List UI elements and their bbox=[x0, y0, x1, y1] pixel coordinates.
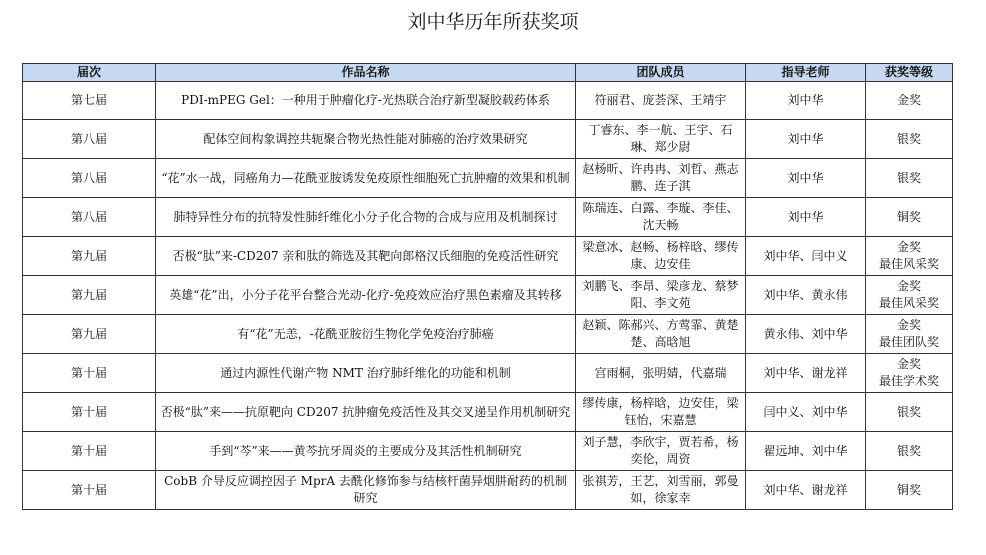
cell-members: 梁意冰、赵畅、杨梓晗、缪传康、边安佳 bbox=[576, 237, 746, 276]
cell-members: 赵杨昕、许冉冉、刘哲、燕志鹏、连子淇 bbox=[576, 159, 746, 198]
cell-work: 手到“芩”来——黄芩抗牙周炎的主要成分及其活性机制研究 bbox=[156, 432, 576, 471]
award-level: 最佳学术奖 bbox=[878, 374, 939, 388]
award-level: 银奖 bbox=[896, 131, 921, 146]
header-work: 作品名称 bbox=[156, 64, 576, 82]
award-level: 最佳风采奖 bbox=[878, 257, 939, 271]
award-level: 金奖 bbox=[896, 318, 921, 332]
cell-members: 缪传康，杨梓晗，边安佳，梁钰怡，宋嘉慧 bbox=[576, 393, 746, 432]
cell-award bbox=[866, 471, 953, 510]
awards-table bbox=[22, 63, 953, 510]
cell-advisor: 刘中华 bbox=[746, 159, 866, 198]
award-level: 铜奖 bbox=[896, 209, 921, 224]
cell-session: 第八届 bbox=[23, 120, 156, 159]
cell-session: 第八届 bbox=[23, 159, 156, 198]
page-title: 刘中华历年所获奖项 bbox=[407, 11, 579, 33]
cell-work: CobB 介导反应调控因子 MprA 去酰化修饰参与结核杆菌异烟肼耐药的机制研究 bbox=[156, 471, 576, 510]
cell-session: 第十届 bbox=[23, 393, 156, 432]
cell-members: 陈瑞连、白露、李璇、李佳、沈天畅 bbox=[576, 198, 746, 237]
table-row bbox=[23, 120, 953, 159]
cell-award bbox=[866, 432, 953, 471]
table-body bbox=[23, 82, 953, 510]
cell-members: 刘子慧，李欣宇，贾若希，杨奕伦，周资 bbox=[576, 432, 746, 471]
table-row bbox=[23, 276, 953, 315]
table-row bbox=[23, 393, 953, 432]
award-level: 最佳风采奖 bbox=[878, 296, 939, 310]
award-level: 金奖 bbox=[896, 357, 921, 371]
header-members: 团队成员 bbox=[576, 64, 746, 82]
award-level: 银奖 bbox=[896, 443, 921, 458]
cell-advisor: 刘中华、谢龙祥 bbox=[746, 471, 866, 510]
table-row bbox=[23, 315, 953, 354]
cell-session: 第十届 bbox=[23, 471, 156, 510]
cell-members: 赵颖、陈郝兴、方莺霏、黄楚楚、高晗旭 bbox=[576, 315, 746, 354]
table-row bbox=[23, 354, 953, 393]
cell-work: 通过内源性代谢产物 NMT 治疗肺纤维化的功能和机制 bbox=[156, 354, 576, 393]
cell-work: 否极“肽”来-CD207 亲和肽的筛选及其靶向郎格汉氏细胞的免疫活性研究 bbox=[156, 237, 576, 276]
cell-advisor: 刘中华 bbox=[746, 120, 866, 159]
cell-advisor: 刘中华、谢龙祥 bbox=[746, 354, 866, 393]
cell-advisor: 刘中华、闫中义 bbox=[746, 237, 866, 276]
cell-work: 英雄“花”出，小分子花平台整合光动-化疗-免疫效应治疗黑色素瘤及其转移 bbox=[156, 276, 576, 315]
cell-award bbox=[866, 237, 953, 276]
cell-award bbox=[866, 276, 953, 315]
cell-members: 丁睿东、李一航、王宇、石琳、郑少尉 bbox=[576, 120, 746, 159]
cell-advisor: 刘中华 bbox=[746, 198, 866, 237]
cell-award bbox=[866, 315, 953, 354]
cell-work: 肺特异性分布的抗特发性肺纤维化小分子化合物的合成与应用及机制探讨 bbox=[156, 198, 576, 237]
cell-award bbox=[866, 82, 953, 120]
cell-award bbox=[866, 120, 953, 159]
cell-members: 刘鹏飞、李昂、梁彦龙、蔡梦阳、李文苑 bbox=[576, 276, 746, 315]
cell-work: “花”水一战，同癌角力—花酰亚胺诱发免疫原性细胞死亡抗肿瘤的效果和机制 bbox=[156, 159, 576, 198]
award-level: 金奖 bbox=[896, 279, 921, 293]
cell-award bbox=[866, 354, 953, 393]
cell-advisor: 黄永伟、刘中华 bbox=[746, 315, 866, 354]
cell-advisor: 刘中华、黄永伟 bbox=[746, 276, 866, 315]
cell-award bbox=[866, 159, 953, 198]
cell-members: 宫雨桐，张明婧，代嘉瑞 bbox=[576, 354, 746, 393]
cell-session: 第九届 bbox=[23, 315, 156, 354]
cell-session: 第十届 bbox=[23, 432, 156, 471]
cell-members: 张祺芳，王艺，刘雪丽，郭曼如，徐家幸 bbox=[576, 471, 746, 510]
cell-session: 第十届 bbox=[23, 354, 156, 393]
award-level: 铜奖 bbox=[896, 482, 921, 497]
award-level: 金奖 bbox=[896, 240, 921, 254]
award-level: 银奖 bbox=[896, 170, 921, 185]
cell-award bbox=[866, 393, 953, 432]
table-row bbox=[23, 237, 953, 276]
cell-advisor: 闫中义、刘中华 bbox=[746, 393, 866, 432]
table-row bbox=[23, 471, 953, 510]
cell-work: 有“花”无恙，-花酰亚胺衍生物化学免疫治疗肺癌 bbox=[156, 315, 576, 354]
table-row bbox=[23, 198, 953, 237]
header-advisor: 指导老师 bbox=[746, 64, 866, 82]
award-level: 金奖 bbox=[896, 93, 921, 107]
header-session: 届次 bbox=[23, 64, 156, 82]
cell-session: 第八届 bbox=[23, 198, 156, 237]
cell-award bbox=[866, 198, 953, 237]
cell-members: 符丽君、庞荟深、王靖宇 bbox=[576, 82, 746, 120]
table-row bbox=[23, 82, 953, 120]
cell-work: 配体空间构象调控共轭聚合物光热性能对肺癌的治疗效果研究 bbox=[156, 120, 576, 159]
header-award: 获奖等级 bbox=[866, 64, 953, 82]
cell-work: PDI-mPEG Gel：一种用于肿瘤化疗-光热联合治疗新型凝胶载药体系 bbox=[156, 82, 576, 120]
cell-advisor: 刘中华 bbox=[746, 82, 866, 120]
cell-session: 第九届 bbox=[23, 237, 156, 276]
cell-session: 第七届 bbox=[23, 82, 156, 120]
award-level: 银奖 bbox=[896, 404, 921, 419]
table-row bbox=[23, 159, 953, 198]
cell-session: 第九届 bbox=[23, 276, 156, 315]
table-row bbox=[23, 432, 953, 471]
award-level: 最佳团队奖 bbox=[878, 335, 939, 349]
cell-advisor: 翟远坤、刘中华 bbox=[746, 432, 866, 471]
table-header-row bbox=[23, 64, 953, 82]
cell-work: 否极“肽”来——抗原靶向 CD207 抗肿瘤免疫活性及其交叉递呈作用机制研究 bbox=[156, 393, 576, 432]
